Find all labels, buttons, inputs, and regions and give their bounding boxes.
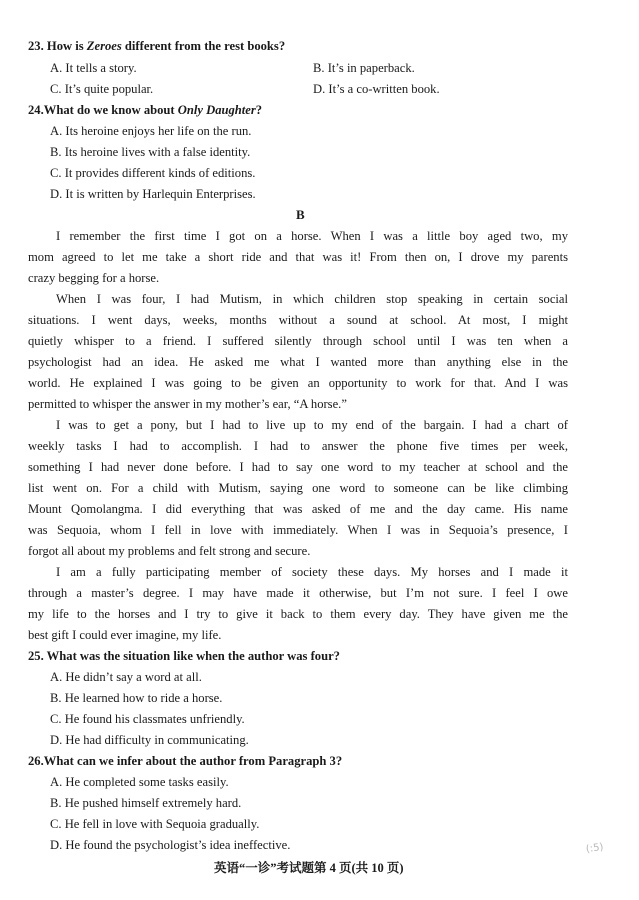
section-label: B — [296, 207, 305, 222]
option-25c: C. He found his classmates unfriendly. — [50, 712, 245, 726]
passage-line: list went on. For a child with Mutism, saying one word to someone can be like climbing — [28, 481, 568, 495]
question-24-stem — [28, 102, 262, 118]
option-23d: D. It’s a co-written book. — [313, 82, 440, 96]
option-23a: A. It tells a story. — [50, 61, 137, 75]
question-number: 24. — [28, 103, 44, 117]
option-26b: B. He pushed himself extremely hard. — [50, 796, 242, 810]
page-footer: 英语“一诊”考试题第 4 页(共 10 页) — [214, 861, 404, 875]
question-26-stem — [28, 753, 342, 769]
passage-line: situations. I went days, weeks, months without a sound at school. At most, I might — [28, 313, 568, 327]
option-25d: D. He had difficulty in communicating. — [50, 733, 249, 747]
passage-line: weekly tasks I had to accomplish. I had to answer the phone five times per week, — [28, 439, 568, 453]
passage-line: I was to get a pony, but I had to live up to my end of the bargain. I had a chart of — [56, 418, 568, 432]
passage-line: my life to the horses and I try to give it back to them every day. They have given me the — [28, 607, 568, 621]
passage-line: I remember the first time I got on a horse. When I was a little boy aged two, my — [56, 229, 568, 243]
question-number: 23. — [28, 39, 44, 53]
option-24d: D. It is written by Harlequin Enterprises. — [50, 187, 256, 201]
passage-line: something I had never done before. I had to say one word to my teacher at school and the — [28, 460, 568, 474]
option-23c: C. It’s quite popular. — [50, 82, 154, 96]
question-number: 25. — [28, 649, 44, 663]
question-23-stem — [28, 38, 285, 54]
stem-text: What was the situation like when the author was four? — [46, 649, 340, 663]
stem-text: How is — [46, 39, 87, 53]
passage-line: world. He explained I was going to be given an opportunity to work for that. And I was — [28, 376, 568, 390]
option-24a: A. Its heroine enjoys her life on the run. — [50, 124, 252, 138]
passage-line: When I was four, I had Mutism, in which children stop speaking in certain social — [56, 292, 568, 306]
passage-line: forgot all about my problems and felt strong and secure. — [28, 544, 311, 558]
book-title: Only Daughter — [177, 103, 256, 117]
passage-line: crazy begging for a horse. — [28, 271, 160, 285]
stem-text: What can we infer about the author from Paragraph 3? — [43, 754, 343, 768]
passage-line: best gift I could ever imagine, my life. — [28, 628, 222, 642]
option-25b: B. He learned how to ride a horse. — [50, 691, 223, 705]
stem-text: different from the rest books? — [121, 39, 286, 53]
passage-line: psychologist had an idea. He asked me what I wanted more than anything else in the — [28, 355, 568, 369]
passage-line: quietly whisper to a friend. I suffered silently through school until I was ten when a — [28, 334, 568, 348]
option-26d: D. He found the psychologist’s idea ineffective. — [50, 838, 291, 852]
passage-line: through a master’s degree. I may have made it otherwise, but I’m not sure. I feel I owe — [28, 586, 568, 600]
faint-stamp-mark: (:5) — [585, 841, 605, 856]
option-23b: B. It’s in paperback. — [313, 61, 415, 75]
passage-line: Mount Qomolangma. I did everything that was asked of me and the day came. His name — [28, 502, 568, 516]
passage-line: permitted to whisper the answer in my mother’s ear, “A horse.” — [28, 397, 347, 411]
question-25-stem — [28, 648, 340, 664]
passage-line: was Sequoia, whom I fell in love with immediately. When I was in Sequoia’s presence, I — [28, 523, 568, 537]
option-24b: B. Its heroine lives with a false identity. — [50, 145, 251, 159]
stem-text: ? — [255, 103, 263, 117]
option-26a: A. He completed some tasks easily. — [50, 775, 229, 789]
passage-line: mom agreed to let me take a short ride and that was it! From then on, I drove my parents — [28, 250, 568, 264]
question-number: 26. — [28, 754, 44, 768]
book-title: Zeroes — [86, 39, 122, 53]
option-26c: C. He fell in love with Sequoia gradually. — [50, 817, 260, 831]
option-24c: C. It provides different kinds of editions. — [50, 166, 256, 180]
option-25a: A. He didn’t say a word at all. — [50, 670, 202, 684]
passage-line: I am a fully participating member of society these days. My horses and I made it — [56, 565, 568, 579]
stem-text: What do we know about — [43, 103, 178, 117]
